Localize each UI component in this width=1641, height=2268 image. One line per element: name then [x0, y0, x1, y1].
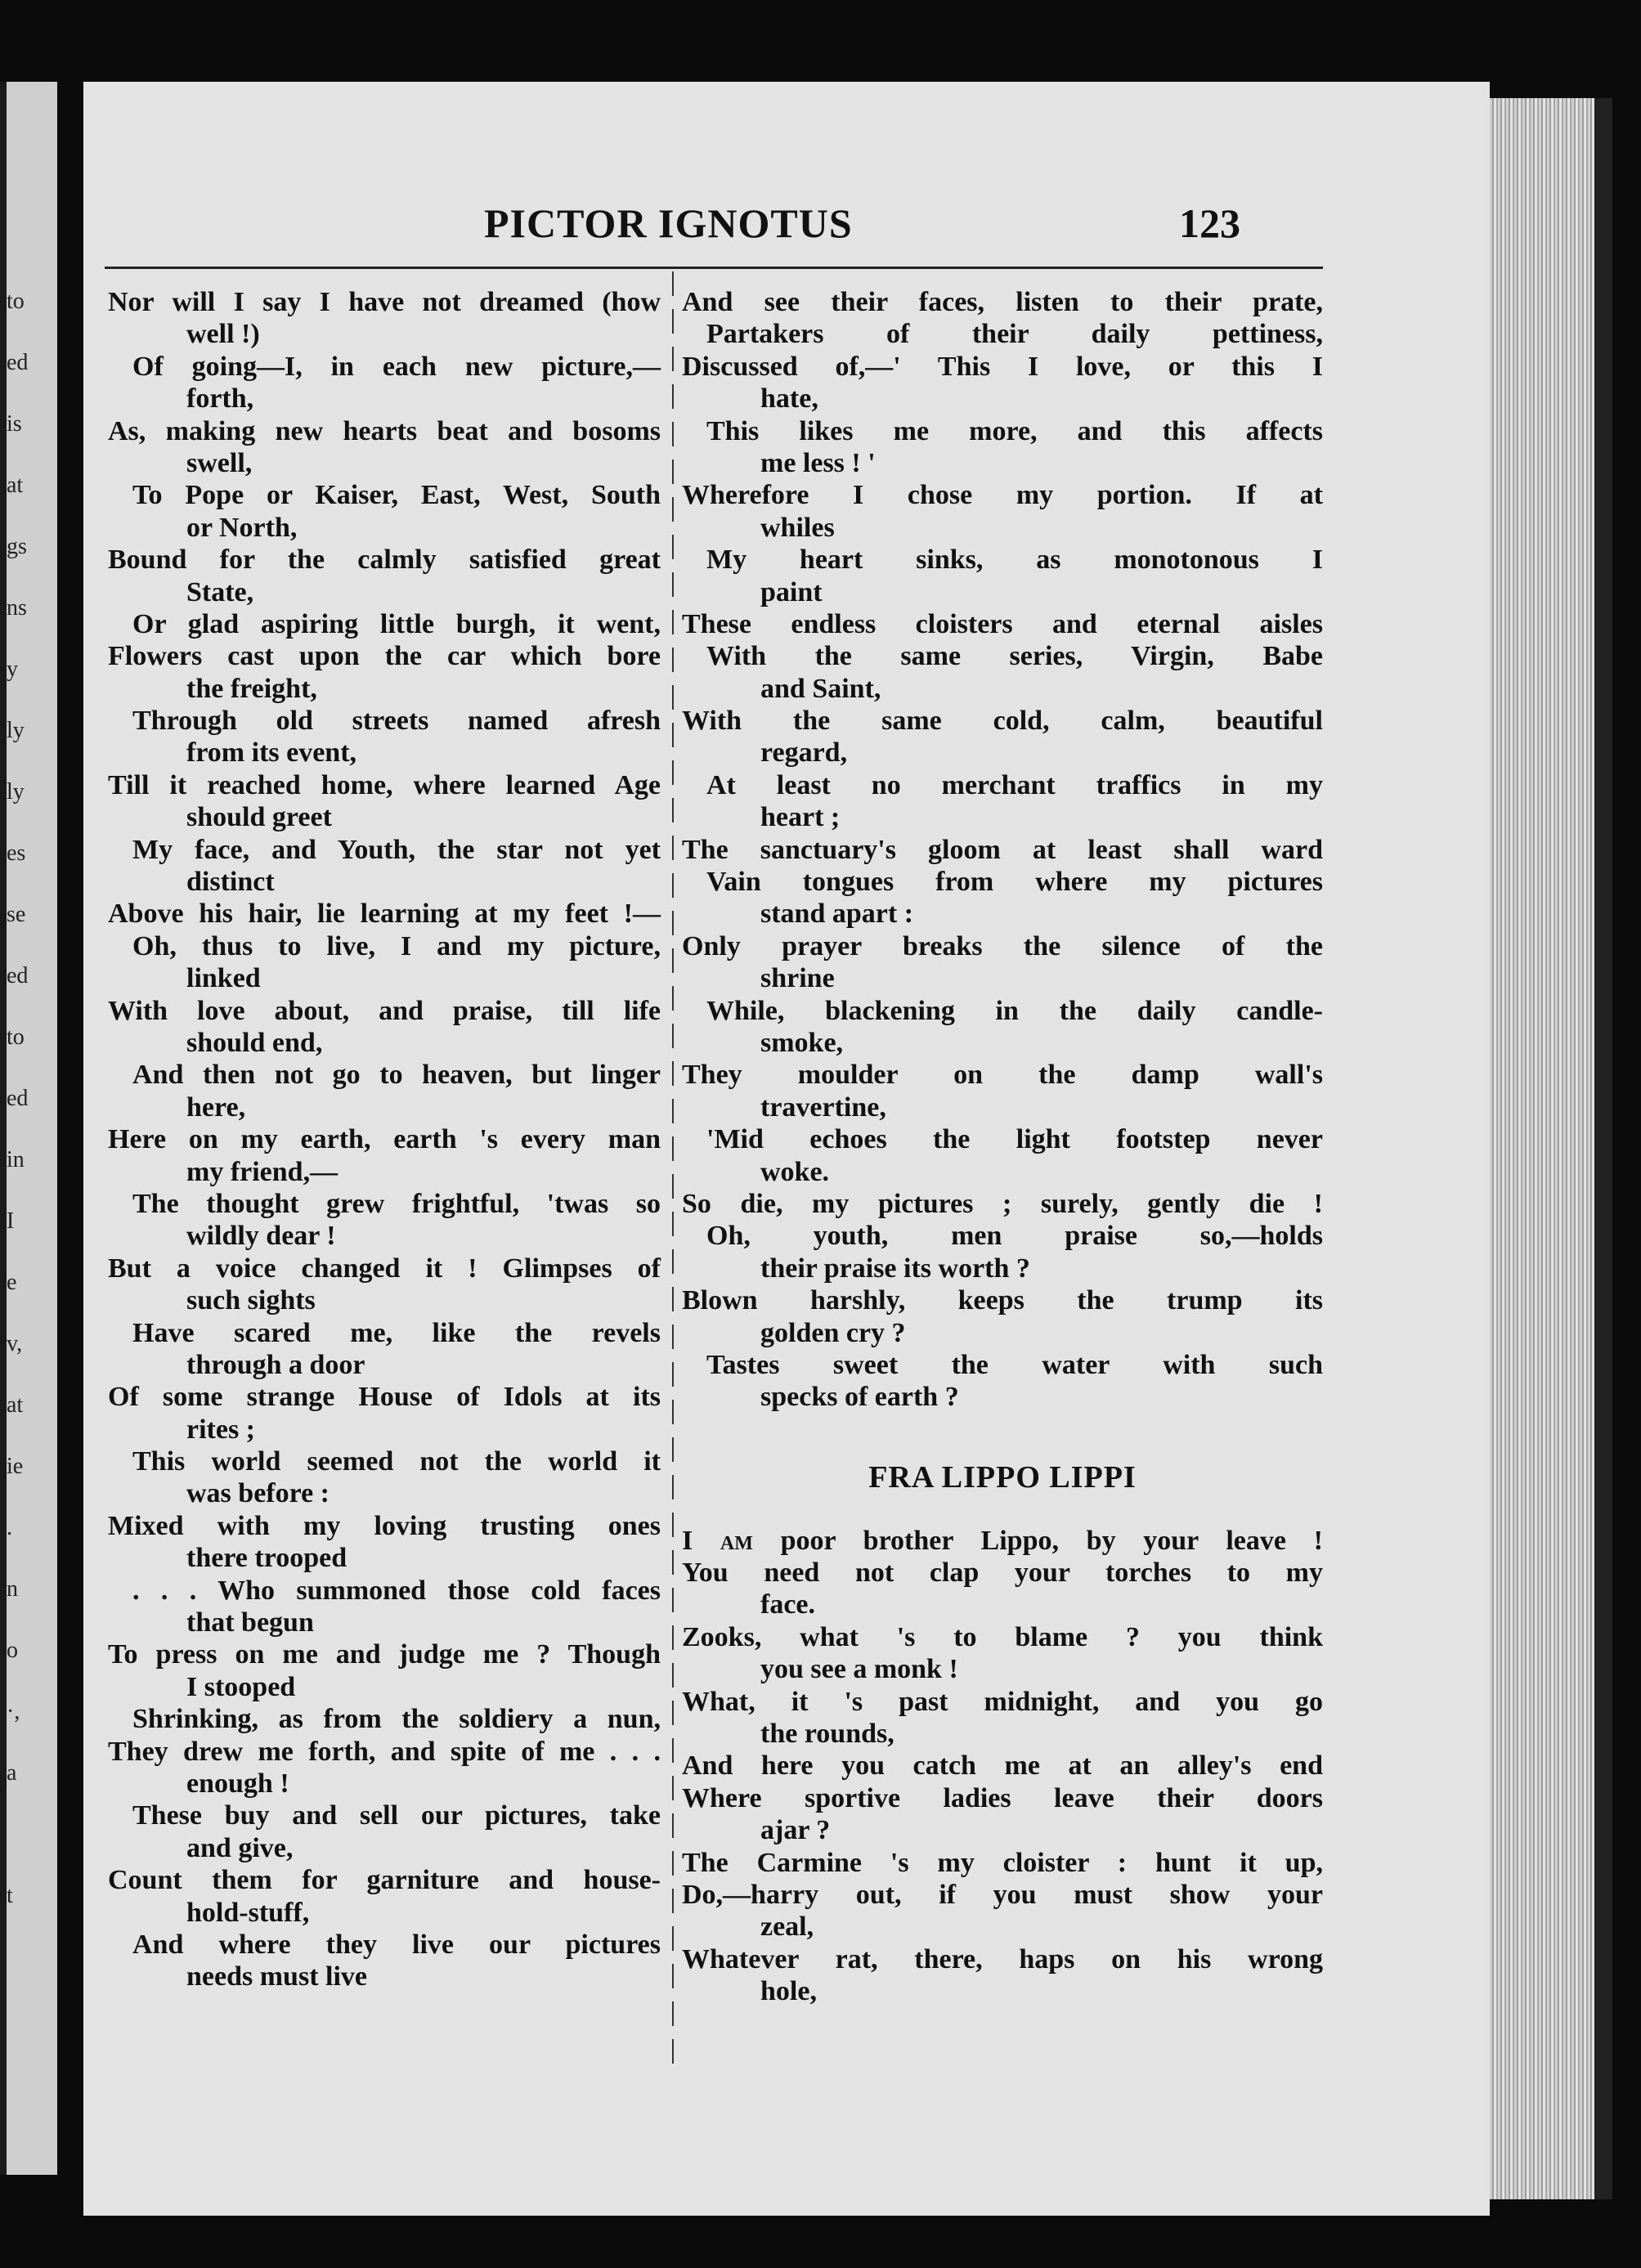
- verse-line: paint: [760, 576, 823, 607]
- verse-line: This likes me more, and this affects: [706, 415, 1323, 446]
- verse-line: . . . Who summoned those cold faces: [132, 1575, 661, 1606]
- binding-gutter: [0, 82, 7, 2175]
- verse-line: Partakers of their daily pettiness,: [706, 319, 1323, 350]
- facing-page-fragment: ns: [7, 595, 27, 621]
- verse-line: State,: [186, 576, 254, 607]
- facing-page-fragment: I: [7, 1208, 15, 1234]
- verse-line: With the same series, Virgin, Babe: [706, 641, 1323, 672]
- facing-page-fragment: se: [7, 902, 26, 927]
- verse-line: Only prayer breaks the silence of the: [682, 930, 1323, 961]
- facing-page-fragment: ·,: [7, 1699, 20, 1724]
- facing-page-fragment: .: [7, 1515, 12, 1540]
- verse-line: Bound for the calmly satisfied great: [108, 545, 661, 576]
- facing-page-fragment: to: [7, 1024, 25, 1050]
- facing-page-fragment: n: [7, 1576, 18, 1602]
- verse-line: swell,: [186, 447, 253, 478]
- verse-line: their praise its worth ?: [760, 1253, 1030, 1284]
- verse-line: through a door: [186, 1349, 365, 1380]
- verse-line: smoke,: [760, 1027, 844, 1058]
- verse-line: Oh, youth, men praise so,—holds: [706, 1221, 1323, 1252]
- verse-line: shrine: [760, 963, 835, 994]
- verse-line: should greet: [186, 802, 332, 833]
- verse-line: and Saint,: [760, 673, 881, 704]
- verse-line: They moulder on the damp wall's: [682, 1060, 1323, 1091]
- verse-line: At least no merchant traffics in my: [706, 769, 1323, 800]
- verse-line: whiles: [760, 512, 835, 543]
- verse-line: hold-stuff,: [186, 1897, 310, 1928]
- verse-line: Mixed with my loving trusting ones: [108, 1510, 661, 1541]
- facing-page-fragment: o: [7, 1638, 18, 1663]
- facing-page-fragment: t: [7, 1883, 13, 1908]
- verse-line: hole,: [760, 1976, 817, 2007]
- verse-line: Have scared me, like the revels: [132, 1317, 661, 1348]
- verse-line: Wherefore I chose my portion. If at: [682, 480, 1323, 511]
- verse-line: enough !: [186, 1768, 289, 1799]
- verse-line: me less ! ': [760, 447, 876, 478]
- verse-line: that begun: [186, 1607, 314, 1638]
- verse-line: I stooped: [186, 1671, 296, 1702]
- verse-line: there trooped: [186, 1543, 347, 1574]
- verse-line: wildly dear !: [186, 1221, 336, 1252]
- facing-page-fragment: ed: [7, 963, 29, 988]
- facing-page-fragment: ly: [7, 718, 25, 743]
- facing-page-fragment: at: [7, 473, 24, 498]
- pictor-ignotus-continuation: [682, 286, 1323, 1414]
- facing-page-fragment: gs: [7, 534, 27, 559]
- verse-line: While, blackening in the daily candle-: [706, 995, 1323, 1026]
- verse-line: zeal,: [760, 1912, 814, 1943]
- verse-line: heart ;: [760, 802, 841, 833]
- poem-title: FRA LIPPO LIPPI: [868, 1459, 1137, 1495]
- facing-page-fragment: ie: [7, 1454, 24, 1479]
- verse-line: Till it reached home, where learned Age: [108, 769, 661, 800]
- verse-line: Or glad aspiring little burgh, it went,: [132, 608, 661, 639]
- facing-page-fragment: a: [7, 1760, 17, 1786]
- verse-line: I am poor brother Lippo, by your leave !: [682, 1525, 1323, 1556]
- verse-line: and give,: [186, 1832, 294, 1863]
- facing-page-fragment: is: [7, 411, 22, 437]
- verse-line: stand apart :: [760, 899, 914, 930]
- verse-line: Count them for garniture and house-: [108, 1865, 661, 1896]
- header-rule: [105, 267, 1323, 269]
- facing-page-fragment: at: [7, 1392, 24, 1418]
- verse-line: my friend,—: [186, 1156, 339, 1187]
- verse-line: hate,: [760, 383, 818, 415]
- verse-line: the freight,: [186, 673, 317, 704]
- title-gap: [682, 1502, 1323, 1525]
- facing-page-fragment: es: [7, 840, 26, 866]
- verse-line: They drew me forth, and spite of me . . .: [108, 1736, 661, 1767]
- verse-line: But a voice changed it ! Glimpses of: [108, 1253, 661, 1284]
- facing-page-fragment: ed: [7, 1086, 29, 1111]
- verse-line: My heart sinks, as monotonous I: [706, 545, 1323, 576]
- verse-line: the rounds,: [760, 1719, 894, 1750]
- verse-line: And see their faces, listen to their prate,: [682, 287, 1323, 317]
- facing-page-fragment: y: [7, 657, 18, 682]
- verse-line: here,: [186, 1091, 246, 1123]
- verse-line: or North,: [186, 512, 298, 543]
- verse-line: The thought grew frightful, 'twas so: [132, 1188, 661, 1219]
- verse-line: This world seemed not the world it: [132, 1446, 661, 1477]
- verse-line: travertine,: [760, 1091, 886, 1123]
- verse-line: Here on my earth, earth 's every man: [108, 1124, 661, 1155]
- page-number: 123: [1179, 200, 1240, 246]
- verse-line: My face, and Youth, the star not yet: [132, 834, 661, 865]
- left-column: [108, 286, 661, 1993]
- facing-page-fragment: e: [7, 1270, 17, 1295]
- verse-line: These endless cloisters and eternal aisles: [682, 608, 1323, 639]
- verse-line: As, making new hearts beat and bosoms: [108, 415, 661, 446]
- verse-line: 'Mid echoes the light footstep never: [706, 1124, 1323, 1155]
- page-block-edges: [1490, 98, 1612, 2199]
- verse-line: The Carmine 's my cloister : hunt it up,: [682, 1847, 1323, 1878]
- verse-line: So die, my pictures ; surely, gently die !: [682, 1188, 1323, 1219]
- verse-line: forth,: [186, 383, 254, 415]
- verse-line: What, it 's past midnight, and you go: [682, 1686, 1323, 1717]
- verse-line: linked: [186, 963, 261, 994]
- verse-line: And where they live our pictures: [132, 1929, 661, 1960]
- verse-line: You need not clap your torches to my: [682, 1558, 1323, 1589]
- verse-line: Discussed of,—' This I love, or this I: [682, 351, 1323, 382]
- facing-page-edge: [0, 82, 57, 2175]
- verse-line: needs must live: [186, 1961, 367, 1992]
- verse-line: With the same cold, calm, beautiful: [682, 706, 1323, 737]
- facing-page-fragment: ed: [7, 350, 29, 375]
- verse-line: you see a monk !: [760, 1654, 958, 1685]
- section-gap: [682, 1414, 1323, 1453]
- right-column: [682, 286, 1323, 2008]
- verse-line: rites ;: [186, 1414, 256, 1445]
- verse-line: Above his hair, lie learning at my feet !—: [108, 899, 661, 930]
- verse-line: These buy and sell our pictures, take: [132, 1800, 661, 1831]
- column-divider: [672, 271, 674, 2066]
- verse-line: To Pope or Kaiser, East, West, South: [132, 480, 661, 511]
- verse-line: face.: [760, 1589, 816, 1620]
- verse-line: Through old streets named afresh: [132, 706, 661, 737]
- verse-line: was before :: [186, 1478, 330, 1509]
- verse-line: Of going—I, in each new picture,—: [132, 351, 661, 382]
- facing-page-fragment: v,: [7, 1331, 23, 1356]
- verse-line: The sanctuary's gloom at least shall ward: [682, 834, 1323, 865]
- verse-line: Oh, thus to live, I and my picture,: [132, 930, 661, 961]
- verse-line: ajar ?: [760, 1815, 831, 1846]
- verse-line: With love about, and praise, till life: [108, 995, 661, 1026]
- verse-line: Tastes sweet the water with such: [706, 1349, 1323, 1380]
- verse-line: Vain tongues from where my pictures: [706, 867, 1323, 898]
- verse-line: To press on me and judge me ? Though: [108, 1639, 661, 1670]
- verse-line: Shrinking, as from the soldiery a nun,: [132, 1704, 661, 1735]
- verse-line: regard,: [760, 737, 848, 769]
- verse-line: such sights: [186, 1285, 316, 1316]
- book-page: [83, 82, 1490, 2216]
- verse-line: woke.: [760, 1156, 830, 1187]
- verse-line: Flowers cast upon the car which bore: [108, 641, 661, 672]
- verse-line: should end,: [186, 1027, 323, 1058]
- verse-line: well !): [186, 319, 260, 350]
- facing-page-fragment: in: [7, 1147, 25, 1172]
- verse-line: golden cry ?: [760, 1317, 906, 1348]
- verse-line: Nor will I say I have not dreamed (how: [108, 287, 661, 317]
- verse-line: distinct: [186, 867, 275, 898]
- verse-line: And here you catch me at an alley's end: [682, 1750, 1323, 1782]
- fra-lippo-lippi-opening: [682, 1525, 1323, 2008]
- running-head: PICTOR IGNOTUS: [484, 200, 853, 246]
- verse-line: Do,—harry out, if you must show your: [682, 1879, 1323, 1910]
- verse-line: Whatever rat, there, haps on his wrong: [682, 1943, 1323, 1974]
- verse-line: And then not go to heaven, but linger: [132, 1060, 661, 1091]
- verse-line: Where sportive ladies leave their doors: [682, 1782, 1323, 1813]
- facing-page-fragment: ly: [7, 779, 25, 805]
- verse-line: Of some strange House of Idols at its: [108, 1382, 661, 1413]
- facing-page-fragment: to: [7, 289, 25, 314]
- verse-line: Blown harshly, keeps the trump its: [682, 1285, 1323, 1316]
- verse-line: Zooks, what 's to blame ? you think: [682, 1621, 1323, 1652]
- verse-line: from its event,: [186, 737, 357, 769]
- verse-line: specks of earth ?: [760, 1382, 959, 1413]
